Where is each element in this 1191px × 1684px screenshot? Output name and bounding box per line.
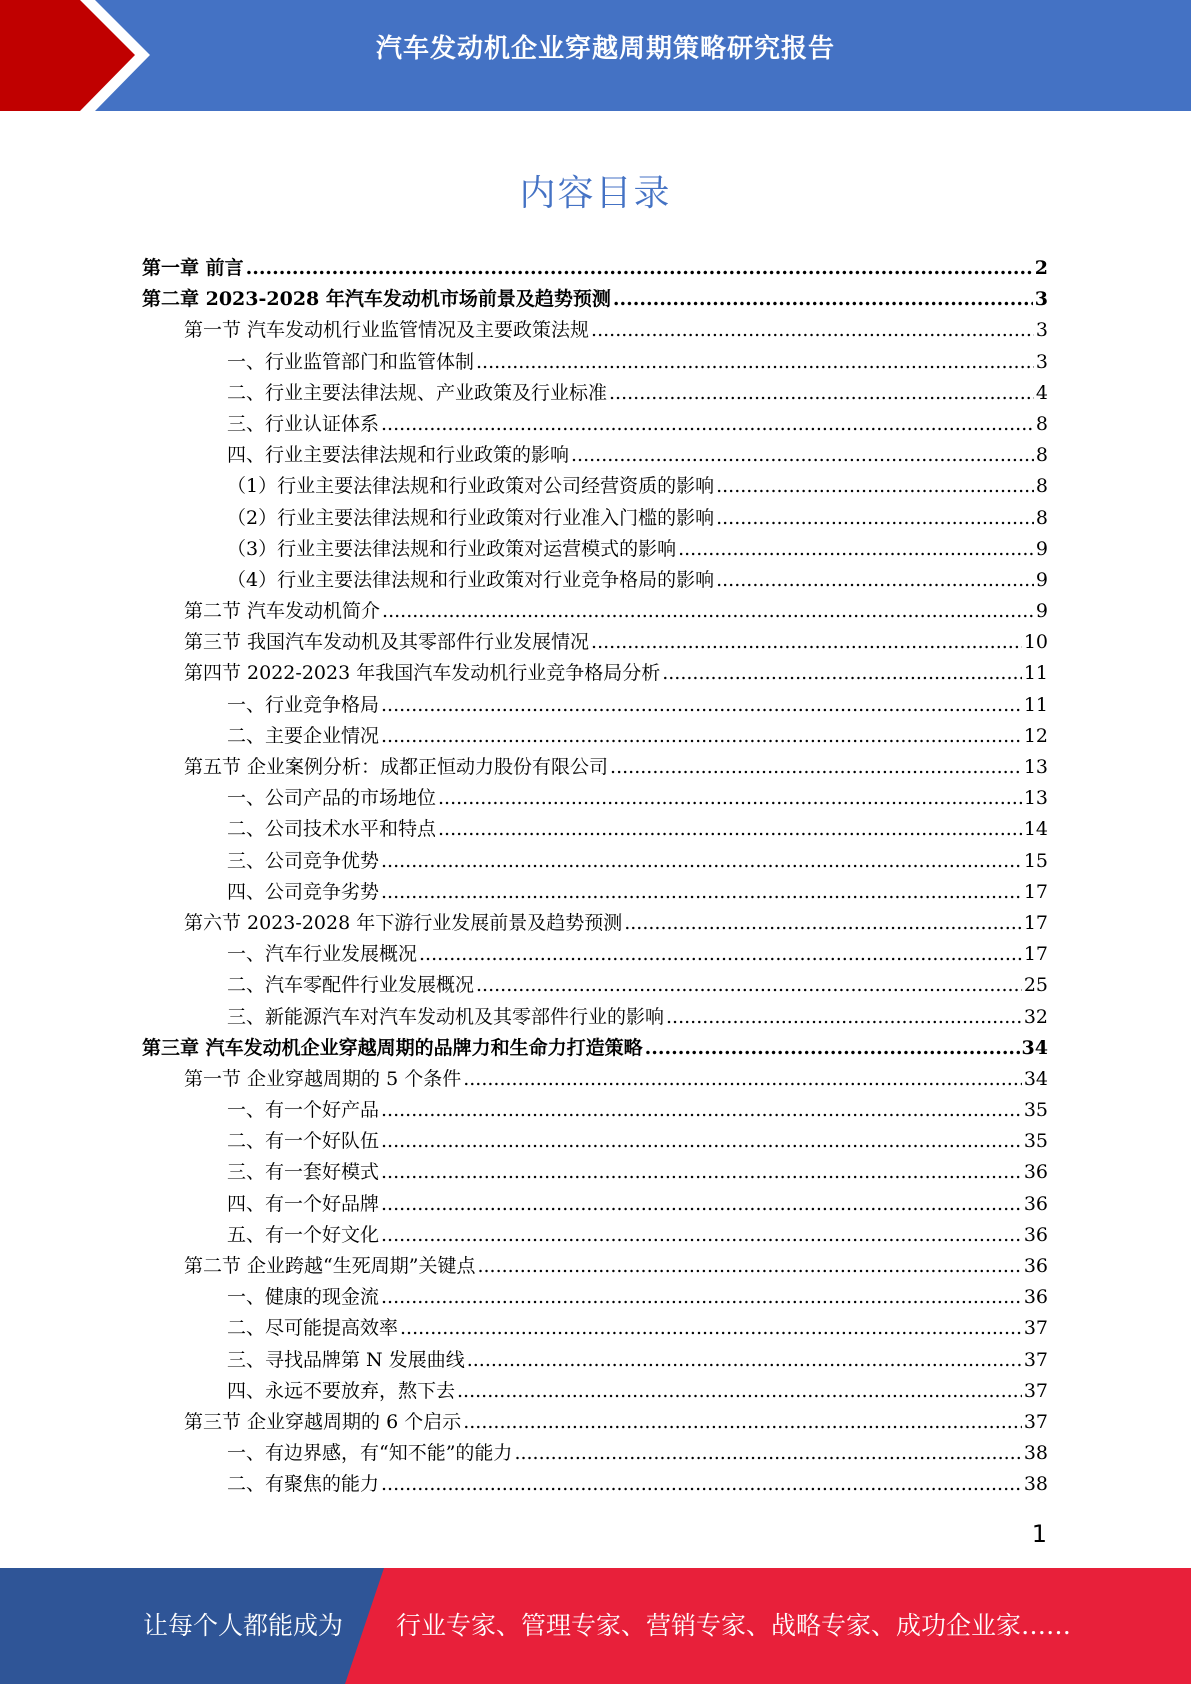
toc-entry[interactable]: [142, 1251, 1048, 1282]
header-band: [0, 0, 1191, 111]
toc-leader-dots: [381, 846, 1022, 877]
toc-entry[interactable]: [142, 814, 1048, 845]
toc-leader-dots: [476, 347, 1034, 378]
toc-entry-page: 3: [1035, 319, 1048, 342]
toc-entry-page: 13: [1023, 756, 1048, 778]
footer-slogan-right: 行业专家、管理专家、营销专家、战略专家、成功企业家……: [396, 1611, 1072, 1640]
toc-entry-label: 三、寻找品牌第 N 发展曲线: [227, 1348, 465, 1371]
toc-entry-label: 第一节 企业穿越周期的 5 个条件: [184, 1067, 462, 1090]
toc-entry-label: 五、有一个好文化: [227, 1223, 380, 1246]
toc-entry[interactable]: [142, 1407, 1048, 1438]
toc-leader-dots: [476, 970, 1022, 1001]
toc-leader-dots: [381, 1220, 1022, 1251]
toc-leader-dots: [381, 409, 1034, 440]
toc-entry-label: 一、有边界感，有“知不能”的能力: [227, 1442, 513, 1465]
toc-entry-page: 36: [1023, 1161, 1048, 1184]
toc-entry-page: 10: [1023, 631, 1048, 654]
toc-entry-page: 14: [1023, 818, 1048, 841]
toc-leader-dots: [591, 315, 1034, 346]
toc-list: [142, 253, 1048, 1501]
toc-entry-page: 32: [1023, 1005, 1048, 1028]
toc-entry[interactable]: [142, 1064, 1048, 1095]
toc-entry-label: 第三节 我国汽车发动机及其零部件行业发展情况: [184, 631, 590, 654]
toc-leader-dots: [571, 440, 1034, 471]
toc-entry[interactable]: [142, 783, 1048, 814]
toc-entry[interactable]: [142, 1126, 1048, 1157]
toc-entry-label: 三、公司竞争优势: [227, 849, 380, 872]
toc-leader-dots: [381, 721, 1022, 752]
toc-entry-page: 4: [1035, 381, 1048, 404]
toc-entry-page: 17: [1023, 943, 1048, 966]
toc-leader-dots: [381, 877, 1022, 908]
toc-entry-label: （4）行业主要法律法规和行业政策对行业竞争格局的影响: [227, 568, 715, 591]
toc-entry-label: 一、汽车行业发展概况: [227, 943, 418, 966]
toc-leader-dots: [400, 1313, 1022, 1344]
toc-entry[interactable]: [142, 752, 1048, 783]
toc-entry-label: （3）行业主要法律法规和行业政策对运营模式的影响: [227, 537, 677, 560]
toc-entry-label: 四、有一个好品牌: [227, 1192, 380, 1215]
toc-entry[interactable]: [142, 627, 1048, 658]
toc-entry[interactable]: [142, 1095, 1048, 1126]
toc-entry[interactable]: [142, 721, 1048, 752]
toc-leader-dots: [610, 752, 1022, 783]
toc-leader-dots: [463, 1407, 1022, 1438]
toc-entry[interactable]: [142, 440, 1048, 471]
toc-entry-page: 37: [1023, 1410, 1048, 1433]
toc-entry[interactable]: [142, 877, 1048, 908]
toc-entry[interactable]: [142, 1157, 1048, 1188]
toc-entry-label: 二、公司技术水平和特点: [227, 818, 437, 841]
toc-entry-page: 34: [1021, 1036, 1048, 1059]
toc-leader-dots: [382, 596, 1034, 627]
toc-title: 内容目录: [519, 173, 672, 214]
toc-entry-page: 15: [1023, 849, 1048, 872]
toc-leader-dots: [438, 783, 1022, 814]
toc-leader-dots: [381, 1126, 1022, 1157]
toc-entry[interactable]: [142, 658, 1048, 689]
toc-entry-page: 17: [1023, 880, 1048, 903]
toc-leader-dots: [467, 1345, 1022, 1376]
toc-leader-dots: [463, 1064, 1022, 1095]
toc-entry-page: 37: [1023, 1317, 1048, 1340]
toc-leader-dots: [514, 1438, 1021, 1469]
toc-entry[interactable]: [142, 908, 1048, 939]
toc-entry-label: 三、新能源汽车对汽车发动机及其零部件行业的影响: [227, 1005, 665, 1028]
toc-leader-dots: [457, 1376, 1022, 1407]
toc-entry[interactable]: [142, 1033, 1048, 1064]
report-title: 汽车发动机企业穿越周期策略研究报告: [375, 34, 835, 64]
toc-entry[interactable]: [142, 253, 1048, 284]
toc-entry-label: 第三节 企业穿越周期的 6 个启示: [184, 1410, 462, 1433]
toc-entry-page: 38: [1023, 1442, 1048, 1465]
toc-entry-label: 四、公司竞争劣势: [227, 880, 380, 903]
toc-entry[interactable]: [142, 409, 1048, 440]
toc-leader-dots: [716, 565, 1034, 596]
toc-entry[interactable]: [142, 846, 1048, 877]
toc-entry[interactable]: [142, 1002, 1048, 1033]
toc-entry[interactable]: [142, 347, 1048, 378]
toc-entry[interactable]: [142, 503, 1048, 534]
toc-entry-label: 二、尽可能提高效率: [227, 1317, 399, 1340]
toc-entry-page: 35: [1023, 1099, 1048, 1122]
toc-entry-label: （2）行业主要法律法规和行业政策对行业准入门槛的影响: [227, 506, 715, 529]
toc-entry-label: 二、有一个好队伍: [227, 1130, 380, 1153]
toc-leader-dots: [381, 1189, 1022, 1220]
toc-entry-page: 36: [1023, 1192, 1048, 1215]
toc-entry-page: 8: [1035, 475, 1048, 498]
toc-entry[interactable]: [142, 939, 1048, 970]
toc-leader-dots: [678, 534, 1034, 565]
toc-entry[interactable]: [142, 690, 1048, 721]
toc-entry-page: 35: [1023, 1130, 1048, 1153]
toc-entry-label: 二、有聚焦的能力: [227, 1473, 380, 1496]
toc-entry[interactable]: [142, 315, 1048, 346]
toc-leader-dots: [381, 1095, 1022, 1126]
toc-entry-page: 9: [1035, 600, 1048, 623]
toc-entry-page: 11: [1023, 662, 1048, 685]
toc-entry-page: 3: [1035, 350, 1048, 373]
toc-entry-label: 三、有一套好模式: [227, 1161, 380, 1184]
toc-entry[interactable]: [142, 565, 1048, 596]
toc-entry-label: 一、行业竞争格局: [227, 693, 380, 716]
toc-entry-label: 第六节 2023-2028 年下游行业发展前景及趋势预测: [184, 911, 623, 934]
toc-entry-label: （1）行业主要法律法规和行业政策对公司经营资质的影响: [227, 475, 715, 498]
page-number: 1: [1031, 1520, 1047, 1548]
toc-entry[interactable]: [142, 1376, 1048, 1407]
toc-entry-page: 36: [1023, 1286, 1048, 1309]
toc-leader-dots: [246, 253, 1033, 284]
toc-entry[interactable]: [142, 284, 1048, 315]
toc-entry[interactable]: [142, 1313, 1048, 1344]
toc-entry-page: 3: [1034, 288, 1048, 311]
toc-entry-page: 37: [1023, 1379, 1048, 1402]
toc-entry-label: 一、公司产品的市场地位: [227, 787, 437, 810]
toc-entry-page: 12: [1023, 724, 1048, 747]
toc-entry-label: 三、行业认证体系: [227, 412, 380, 435]
toc-entry-page: 9: [1035, 537, 1048, 560]
toc-entry-page: 25: [1023, 974, 1048, 997]
toc-entry-page: 34: [1023, 1067, 1048, 1090]
toc-leader-dots: [381, 690, 1022, 721]
toc-leader-dots: [662, 658, 1022, 689]
toc-entry-page: 36: [1023, 1255, 1048, 1277]
toc-entry-page: 8: [1035, 444, 1048, 467]
toc-entry-page: 9: [1035, 568, 1048, 591]
toc-entry[interactable]: [142, 1438, 1048, 1469]
toc-entry[interactable]: [142, 1189, 1048, 1220]
toc-entry-label: 一、健康的现金流: [227, 1286, 380, 1309]
toc-entry-page: 8: [1035, 506, 1048, 529]
toc-entry-page: 2: [1034, 257, 1048, 279]
toc-entry[interactable]: [142, 378, 1048, 409]
toc-entry-label: 二、行业主要法律法规、产业政策及行业标准: [227, 381, 608, 404]
toc-entry-page: 36: [1023, 1223, 1048, 1246]
toc-leader-dots: [666, 1002, 1022, 1033]
toc-entry[interactable]: [142, 1345, 1048, 1376]
toc-entry-page: 11: [1023, 693, 1048, 716]
toc-entry-label: 四、永远不要放弃，熬下去: [227, 1379, 456, 1402]
toc-leader-dots: [419, 939, 1022, 970]
toc-leader-dots: [477, 1251, 1021, 1282]
toc-leader-dots: [381, 1282, 1022, 1313]
toc-entry[interactable]: [142, 1469, 1048, 1500]
toc-entry-page: 17: [1023, 911, 1048, 934]
toc-leader-dots: [624, 908, 1022, 939]
toc-entry-label: 四、行业主要法律法规和行业政策的影响: [227, 444, 570, 467]
toc-leader-dots: [381, 1157, 1022, 1188]
toc-entry-label: 第二节 汽车发动机简介: [184, 600, 381, 623]
toc-entry-label: 第二章 2023-2028 年汽车发动机市场前景及趋势预测: [142, 288, 611, 311]
toc-entry-page: 37: [1023, 1348, 1048, 1371]
toc-leader-dots: [613, 284, 1033, 315]
toc-entry-page: 13: [1023, 787, 1048, 810]
toc-entry-label: 第一章 前言: [142, 257, 244, 279]
toc-entry[interactable]: [142, 471, 1048, 502]
toc-entry-page: 8: [1035, 412, 1048, 435]
toc-entry-label: 第二节 企业跨越“生死周期”关键点: [184, 1255, 476, 1277]
footer-slogan-left: 让每个人都能成为: [143, 1611, 344, 1640]
toc-leader-dots: [381, 1469, 1022, 1500]
toc-entry[interactable]: [142, 1220, 1048, 1251]
toc-entry[interactable]: [142, 596, 1048, 627]
toc-entry-label: 第四节 2022-2023 年我国汽车发动机行业竞争格局分析: [184, 662, 661, 685]
toc-leader-dots: [609, 378, 1034, 409]
toc-entry-label: 第三章 汽车发动机企业穿越周期的品牌力和生命力打造策略: [142, 1036, 643, 1059]
toc-leader-dots: [591, 627, 1022, 658]
toc-entry-label: 第五节 企业案例分析：成都正恒动力股份有限公司: [184, 756, 609, 778]
toc-leader-dots: [438, 814, 1022, 845]
toc-leader-dots: [716, 503, 1034, 534]
toc-entry-label: 第一节 汽车发动机行业监管情况及主要政策法规: [184, 319, 590, 342]
toc-entry-page: 38: [1023, 1473, 1048, 1496]
toc-entry[interactable]: [142, 1282, 1048, 1313]
toc-leader-dots: [716, 471, 1034, 502]
toc-leader-dots: [645, 1033, 1020, 1064]
toc-entry-label: 二、主要企业情况: [227, 724, 380, 747]
footer-band: [0, 1568, 1191, 1684]
toc-entry[interactable]: [142, 970, 1048, 1001]
toc-entry-label: 二、汽车零配件行业发展概况: [227, 974, 475, 997]
toc-entry[interactable]: [142, 534, 1048, 565]
toc-entry-label: 一、行业监管部门和监管体制: [227, 350, 475, 373]
toc-entry-label: 一、有一个好产品: [227, 1099, 380, 1122]
